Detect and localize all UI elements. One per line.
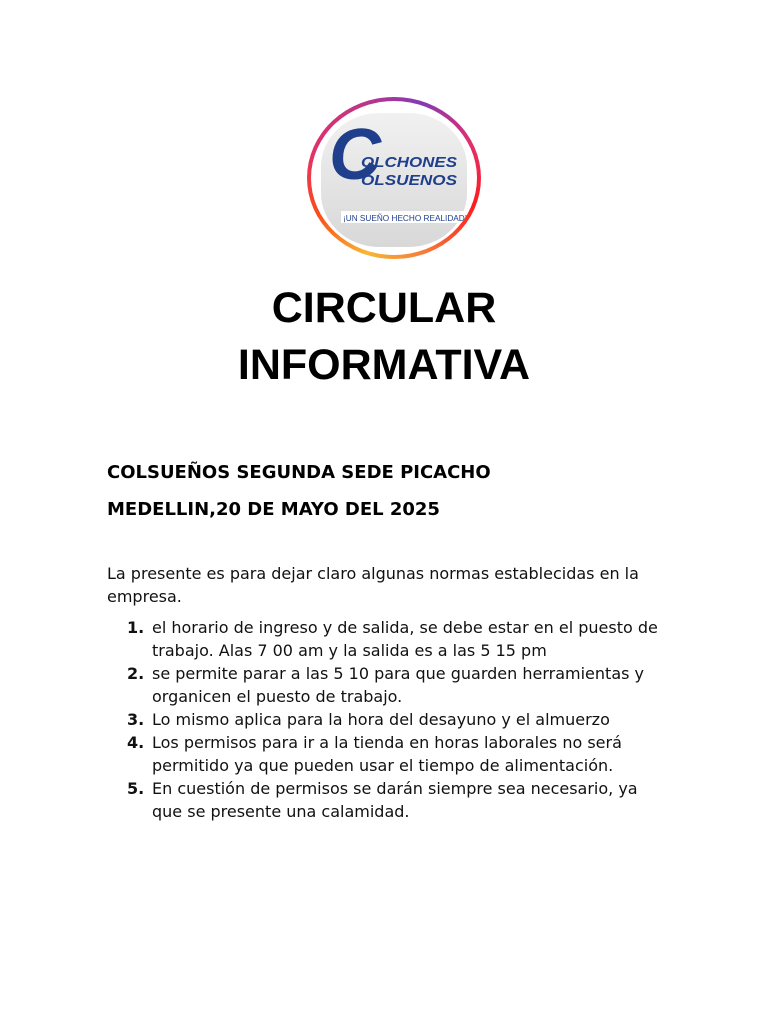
list-item [107, 777, 667, 823]
intro-paragraph: La presente es para dejar claro algunas normas establecidas en la empresa. [107, 564, 639, 606]
company-heading: COLSUEÑOS SEGUNDA SEDE PICACHO [107, 462, 491, 483]
list-item-text: se permite parar a las 5 10 para que guarden herramientas y organicen el puesto de trabajo. [152, 664, 645, 706]
list-item [107, 662, 667, 708]
document-title-line2: INFORMATIVA [237, 341, 531, 389]
list-item-number: 5. [127, 779, 145, 798]
list-item [107, 731, 667, 777]
logo-mark-icon [311, 101, 477, 255]
document-title-line1: CIRCULAR [271, 284, 497, 332]
list-item-text: el horario de ingreso y de salida, se debe estar en el puesto de trabajo. Alas 7 00 am y la salida es a las 5 15 pm [152, 618, 658, 660]
list-item-number: 2. [127, 664, 145, 683]
list-item [107, 708, 667, 731]
logo-slogan: ¡UN SUEÑO HECHO REALIDAD! [343, 214, 467, 223]
logo-initial-top: C [329, 115, 381, 195]
list-item-text: Lo mismo aplica para la hora del desayuno y el almuerzo [152, 710, 610, 729]
list-item-number: 4. [127, 733, 145, 752]
list-item-number: 1. [127, 618, 145, 637]
logo-brand-line1: OLCHONES [361, 154, 457, 171]
list-item-text: Los permisos para ir a la tienda en horas laborales no será permitido ya que pueden usar el tiempo de alimentación. [152, 733, 622, 775]
list-item-number: 3. [127, 710, 145, 729]
norms-list [107, 616, 667, 823]
date-place-heading: MEDELLIN,20 DE MAYO DEL 2025 [107, 499, 440, 520]
logo-brand-line2: OLSUENOS [361, 172, 457, 189]
list-item [107, 616, 667, 662]
logo-inner-circle [311, 101, 477, 255]
list-item-text: En cuestión de permisos se darán siempre sea necesario, ya que se presente una calamidad. [152, 779, 638, 821]
company-logo [307, 97, 481, 259]
